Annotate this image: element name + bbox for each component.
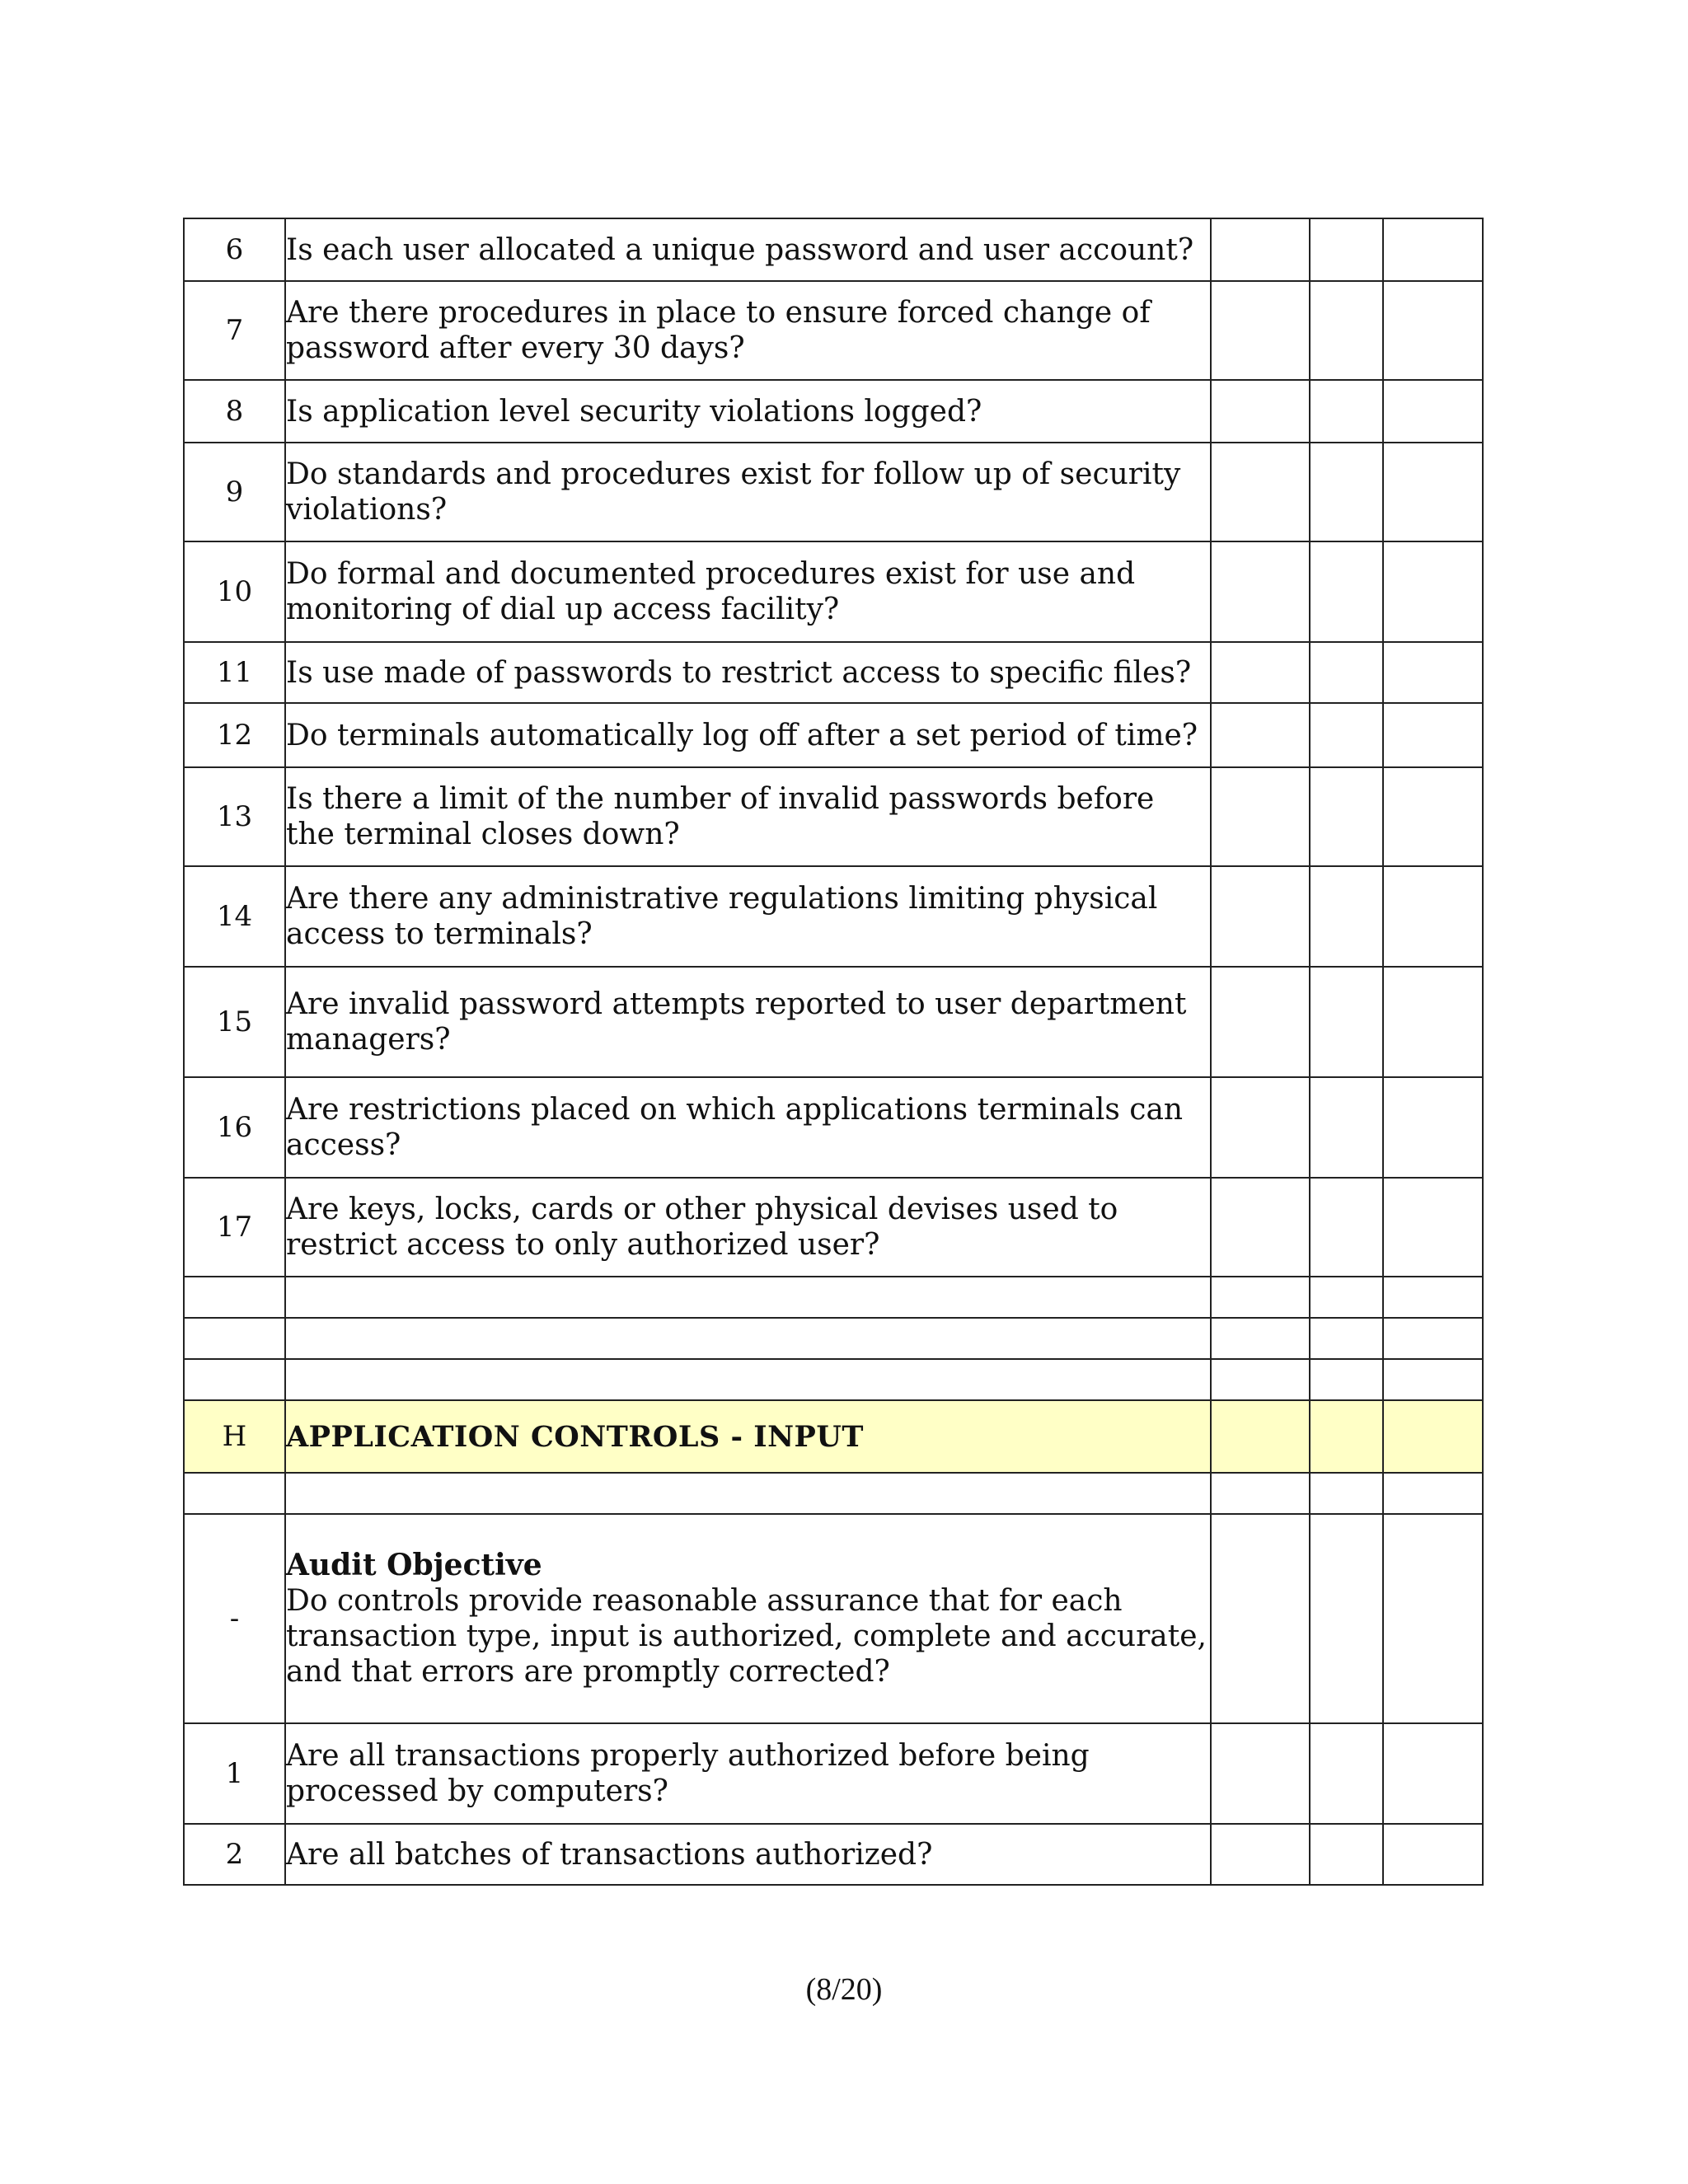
row-number: 7: [184, 281, 285, 380]
answer-cell-remarks[interactable]: [1383, 967, 1483, 1077]
answer-cell-no[interactable]: [1310, 866, 1383, 967]
row-number: 13: [184, 767, 285, 866]
question-text: Is there a limit of the number of invalid passwords before the terminal closes down?: [285, 767, 1211, 866]
objective-marker: -: [184, 1514, 285, 1723]
answer-cell-remarks[interactable]: [1383, 380, 1483, 443]
empty-row: [184, 1473, 1483, 1514]
question-text: Are invalid password attempts reported to user department managers?: [285, 967, 1211, 1077]
answer-cell-yes[interactable]: [1211, 866, 1310, 967]
answer-cell-no[interactable]: [1310, 1824, 1383, 1885]
answer-cell-no[interactable]: [1310, 1077, 1383, 1178]
row-number: 10: [184, 541, 285, 642]
answer-cell-remarks[interactable]: [1383, 866, 1483, 967]
answer-cell-no[interactable]: [1310, 767, 1383, 866]
answer-cell-yes[interactable]: [1211, 1473, 1310, 1514]
question-text: Is use made of passwords to restrict access to specific files?: [285, 642, 1211, 703]
question-text: Is application level security violations logged?: [285, 380, 1211, 443]
answer-cell-no[interactable]: [1310, 967, 1383, 1077]
answer-cell-remarks[interactable]: [1383, 1318, 1483, 1359]
table-row: [184, 380, 1483, 443]
answer-cell-yes[interactable]: [1211, 443, 1310, 541]
answer-cell-no[interactable]: [1310, 1359, 1383, 1400]
answer-cell-remarks[interactable]: [1383, 767, 1483, 866]
answer-cell-remarks[interactable]: [1383, 1824, 1483, 1885]
answer-cell-yes[interactable]: [1211, 1824, 1310, 1885]
row-number: 1: [184, 1723, 285, 1824]
answer-cell-no[interactable]: [1310, 1178, 1383, 1277]
answer-cell-yes[interactable]: [1211, 767, 1310, 866]
answer-cell-yes[interactable]: [1211, 1077, 1310, 1178]
empty-row: [184, 1318, 1483, 1359]
empty-row: [184, 1359, 1483, 1400]
row-number: 6: [184, 218, 285, 281]
question-text: Do standards and procedures exist for follow up of security violations?: [285, 443, 1211, 541]
answer-cell-yes[interactable]: [1211, 1277, 1310, 1318]
answer-cell-yes[interactable]: [1211, 281, 1310, 380]
answer-cell-remarks[interactable]: [1383, 1723, 1483, 1824]
empty-row: [184, 1277, 1483, 1318]
table-row: [184, 1824, 1483, 1885]
answer-cell-remarks[interactable]: [1383, 1277, 1483, 1318]
answer-cell-remarks[interactable]: [1383, 541, 1483, 642]
question-text: Are there any administrative regulations limiting physical access to terminals?: [285, 866, 1211, 967]
audit-objective: [285, 1514, 1211, 1723]
answer-cell-yes[interactable]: [1211, 967, 1310, 1077]
answer-cell-no[interactable]: [1310, 1723, 1383, 1824]
answer-cell-yes[interactable]: [1211, 1318, 1310, 1359]
audit-checklist-table: [183, 218, 1484, 1886]
answer-cell-remarks[interactable]: [1383, 703, 1483, 767]
answer-cell-no[interactable]: [1310, 1277, 1383, 1318]
question-text: Are all batches of transactions authorized?: [285, 1824, 1211, 1885]
question-text: Are all transactions properly authorized before being processed by computers?: [285, 1723, 1211, 1824]
audit-objective-row: [184, 1514, 1483, 1723]
table-row: [184, 1178, 1483, 1277]
table-row: [184, 866, 1483, 967]
section-header-row: [184, 1400, 1483, 1473]
answer-cell-no[interactable]: [1310, 1318, 1383, 1359]
question-text: Do formal and documented procedures exist for use and monitoring of dial up access facility?: [285, 541, 1211, 642]
question-text: Are there procedures in place to ensure forced change of password after every 30 days?: [285, 281, 1211, 380]
answer-cell-yes[interactable]: [1211, 1178, 1310, 1277]
table-row: [184, 281, 1483, 380]
row-number: 11: [184, 642, 285, 703]
answer-cell-yes[interactable]: [1211, 1723, 1310, 1824]
row-number: 8: [184, 380, 285, 443]
answer-cell-remarks[interactable]: [1383, 218, 1483, 281]
answer-cell-remarks[interactable]: [1383, 1178, 1483, 1277]
answer-cell-remarks[interactable]: [1383, 443, 1483, 541]
table-row: [184, 1723, 1483, 1824]
question-text: Are keys, locks, cards or other physical devises used to restrict access to only authorized user?: [285, 1178, 1211, 1277]
table-row: [184, 767, 1483, 866]
answer-cell-yes[interactable]: [1211, 218, 1310, 281]
answer-cell-no[interactable]: [1310, 642, 1383, 703]
answer-cell-yes[interactable]: [1211, 380, 1310, 443]
answer-cell-no[interactable]: [1310, 380, 1383, 443]
answer-cell-yes[interactable]: [1211, 1359, 1310, 1400]
answer-cell-yes[interactable]: [1211, 642, 1310, 703]
row-number: 12: [184, 703, 285, 767]
table-row: [184, 967, 1483, 1077]
answer-cell-no[interactable]: [1310, 443, 1383, 541]
answer-cell-no[interactable]: [1310, 281, 1383, 380]
row-number: 2: [184, 1824, 285, 1885]
table-row: [184, 1077, 1483, 1178]
answer-cell-no[interactable]: [1310, 1473, 1383, 1514]
answer-cell-yes[interactable]: [1211, 541, 1310, 642]
row-number: 9: [184, 443, 285, 541]
page-number: (8/20): [805, 1972, 883, 2007]
answer-cell-remarks[interactable]: [1383, 642, 1483, 703]
answer-cell-yes[interactable]: [1211, 703, 1310, 767]
question-text: Do terminals automatically log off after a set period of time?: [285, 703, 1211, 767]
answer-cell-remarks[interactable]: [1383, 1077, 1483, 1178]
question-text: Is each user allocated a unique password and user account?: [285, 218, 1211, 281]
answer-cell-remarks[interactable]: [1383, 1473, 1483, 1514]
table-row: [184, 443, 1483, 541]
answer-cell-no[interactable]: [1310, 541, 1383, 642]
table-row: [184, 541, 1483, 642]
row-number: 17: [184, 1178, 285, 1277]
answer-cell-no[interactable]: [1310, 218, 1383, 281]
row-number: 14: [184, 866, 285, 967]
objective-text: Do controls provide reasonable assurance that for each transaction type, input is authorized, complete and accurate, and that errors are promptly corrected?: [286, 1584, 1207, 1689]
table-row: [184, 703, 1483, 767]
section-letter: H: [184, 1400, 285, 1473]
answer-cell-remarks[interactable]: [1383, 1359, 1483, 1400]
table-row: [184, 218, 1483, 281]
row-number: 15: [184, 967, 285, 1077]
section-title: APPLICATION CONTROLS - INPUT: [285, 1400, 1211, 1473]
answer-cell-remarks[interactable]: [1383, 281, 1483, 380]
row-number: 16: [184, 1077, 285, 1178]
question-text: Are restrictions placed on which applications terminals can access?: [285, 1077, 1211, 1178]
objective-title: Audit Objective: [286, 1548, 542, 1582]
table-row: [184, 642, 1483, 703]
answer-cell-no[interactable]: [1310, 703, 1383, 767]
